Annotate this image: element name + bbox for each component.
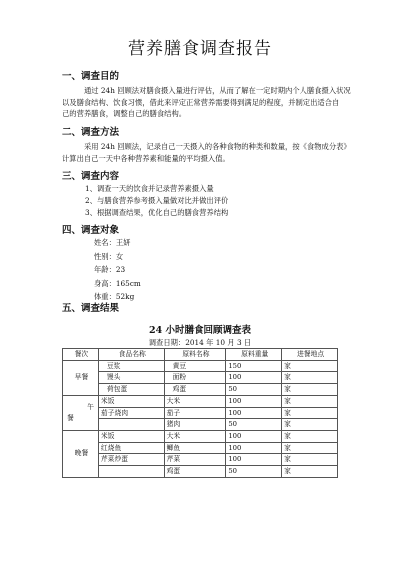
table-date: 调查日期：2014 年 10 月 3 日 — [148, 338, 252, 347]
method-line-2: 计算出自己一天中各种营养素和能量的平均摄入值。 — [62, 153, 230, 163]
food-name: 米饭 — [98, 430, 164, 442]
food-name: 茄子烧肉 — [98, 407, 164, 419]
ingredient-weight: 100 — [226, 395, 282, 407]
subject-weight: 体重：52kg — [94, 292, 135, 302]
eating-location: 家 — [282, 407, 338, 419]
section-heading-results: 五、调查结果 — [62, 303, 120, 314]
subject-gender: 性别：女 — [94, 251, 124, 261]
meal-lunch — [63, 395, 99, 430]
ingredient-name: 茄子 — [164, 407, 226, 419]
method-line-1: 采用 24h 回顾法，记录自己一天摄入的各种食物的种类和数量，按《食物成分表》 — [84, 142, 351, 151]
meal-lunch-char-2: 餐 — [67, 413, 74, 422]
eating-location: 家 — [282, 454, 338, 466]
ingredient-name: 大米 — [164, 430, 226, 442]
eating-location: 家 — [282, 395, 338, 407]
content-item: 1、调查一天的饮食并记录营养素摄入量 — [85, 184, 214, 193]
eating-location: 家 — [282, 384, 338, 396]
section-heading-purpose: 一、调查目的 — [62, 71, 120, 82]
meal-breakfast: 早餐 — [63, 360, 99, 395]
meal-dinner: 晚餐 — [63, 430, 99, 477]
purpose-line-1: 通过 24h 回顾法对膳食摄入量进行评估，从而了解在一定时期内个人膳食摄入状况 — [84, 86, 351, 95]
table-row — [63, 360, 338, 372]
subject-name: 姓名：王妍 — [94, 238, 131, 247]
ingredient-weight: 100 — [226, 407, 282, 419]
food-name — [98, 419, 164, 431]
ingredient-weight: 50 — [226, 419, 282, 431]
purpose-line-2: 以及膳食结构、饮食习惯，借此来评定正常营养需要得到满足的程度，并制定出适合自 — [62, 97, 340, 107]
section-heading-content: 三、调查内容 — [62, 171, 120, 182]
table-row — [63, 454, 338, 466]
ingredient-weight: 100 — [226, 372, 282, 384]
ingredient-name: 黄豆 — [164, 360, 226, 372]
food-name — [98, 466, 164, 478]
ingredient-name: 鲫鱼 — [164, 442, 226, 454]
ingredient-name: 鸡蛋 — [164, 466, 226, 478]
food-name: 荷包蛋 — [98, 384, 164, 396]
eating-location: 家 — [282, 360, 338, 372]
eating-location: 家 — [282, 372, 338, 384]
table-row — [63, 384, 338, 396]
header-food: 食品名称 — [98, 349, 164, 361]
ingredient-weight: 50 — [226, 384, 282, 396]
ingredient-weight: 100 — [226, 430, 282, 442]
table-row — [63, 407, 338, 419]
ingredient-weight: 100 — [226, 442, 282, 454]
ingredient-name: 芹菜 — [164, 454, 226, 466]
content-list — [85, 183, 228, 219]
content-item: 2、与膳食营养参考摄入量做对比并做出评价 — [85, 196, 229, 205]
subject-age: 年龄：23 — [94, 265, 126, 275]
table-row — [63, 466, 338, 478]
ingredient-name: 猪肉 — [164, 419, 226, 431]
header-ingredient: 原料名称 — [164, 349, 226, 361]
food-name: 豆浆 — [98, 360, 164, 372]
ingredient-weight: 50 — [226, 466, 282, 478]
page-title: 营养膳食调查报告 — [128, 39, 272, 59]
purpose-line-3: 己的营养膳食，调整自己的膳食结构。 — [62, 109, 187, 118]
meal-lunch-char-1: 午 — [87, 402, 94, 411]
table-header-row — [63, 349, 338, 361]
table-title: 24 小时膳食回顾调查表 — [148, 325, 252, 336]
eating-location: 家 — [282, 466, 338, 478]
food-name: 红烧鱼 — [98, 442, 164, 454]
ingredient-name: 大米 — [164, 395, 226, 407]
header-meal: 餐次 — [63, 349, 99, 361]
ingredient-name: 鸡蛋 — [164, 384, 226, 396]
content-item: 3、根据调查结果，优化自己的膳食营养结构 — [85, 208, 229, 217]
ingredient-name: 面粉 — [164, 372, 226, 384]
subject-info — [94, 236, 141, 304]
header-weight: 原料重量 — [226, 349, 282, 361]
ingredient-weight: 150 — [226, 360, 282, 372]
section-heading-method: 二、调查方法 — [62, 127, 120, 138]
food-name: 芹菜炒蛋 — [98, 454, 164, 466]
table-row — [63, 419, 338, 431]
subject-height: 身高：165cm — [94, 278, 141, 288]
ingredient-weight: 100 — [226, 454, 282, 466]
table-row — [63, 442, 338, 454]
eating-location: 家 — [282, 442, 338, 454]
eating-location: 家 — [282, 419, 338, 431]
table-row — [63, 395, 338, 407]
eating-location: 家 — [282, 430, 338, 442]
table-row — [63, 430, 338, 442]
table-row — [63, 372, 338, 384]
section-heading-subject: 四、调查对象 — [62, 225, 120, 236]
food-name: 馒头 — [98, 372, 164, 384]
food-name: 米饭 — [98, 395, 164, 407]
diet-table — [62, 348, 338, 478]
header-location: 进餐地点 — [282, 349, 338, 361]
